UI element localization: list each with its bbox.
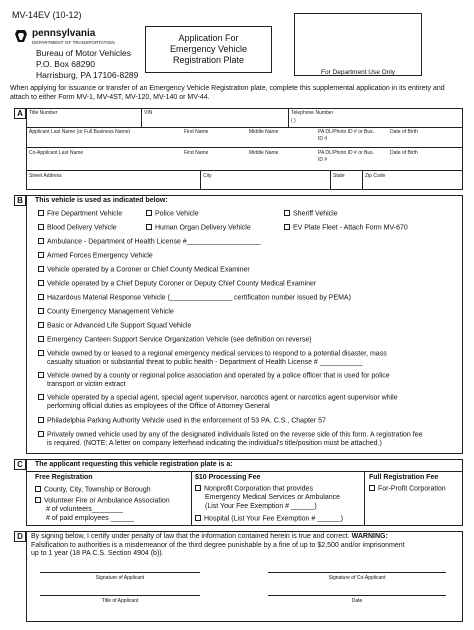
intro-text: When applying for issuance or transfer of an Emergency Vehicle Registration plate, complete this supplemental application in its entirety and attach to either Form MV-1, MV-4ST, MV-120, MV-140 or MV-44. — [10, 85, 445, 101]
county-city-option[interactable] — [35, 486, 151, 495]
signature-of-co-applicant-label: Signature of Co-Applicant — [328, 575, 386, 581]
section-d-letter: D — [14, 531, 26, 542]
option-label: Vehicle operated by a special agent, special agent supervisor, narcotics agent or narcotics agent supervisor while — [47, 394, 398, 402]
volunteer-option[interactable] — [35, 497, 170, 506]
nonprofit-fee-exemption-field[interactable]: (List Your Fee Exemption # ______) — [205, 503, 317, 510]
street-address-field[interactable]: Street Address — [29, 173, 62, 179]
hazmat-option[interactable] — [38, 294, 351, 303]
checkbox[interactable] — [38, 238, 44, 244]
checkbox[interactable] — [146, 224, 152, 230]
checkbox[interactable] — [195, 485, 201, 491]
special-agent-line-2: performing official duties as employees of the Office of Attorney General — [47, 403, 270, 410]
option-label: Blood Delivery Vehicle — [47, 224, 117, 232]
coroner-option[interactable] — [38, 266, 250, 275]
option-label: Privately owned vehicle used by any of the designated individuals listed on the reverse side of this form. A registration fee — [47, 431, 423, 439]
keystone-logo-icon — [14, 29, 28, 43]
full-fee-heading: Full Registration Fee — [369, 474, 439, 481]
option-label: County Emergency Management Vehicle — [47, 308, 174, 316]
checkbox[interactable] — [35, 486, 41, 492]
regional-ems-option[interactable] — [38, 350, 387, 359]
ev-plate-option[interactable] — [284, 224, 408, 233]
divider — [200, 170, 201, 190]
paid-employees-field[interactable]: # of paid employees ______ — [46, 515, 134, 522]
divider — [141, 108, 142, 127]
telephone-paren: ( ) — [291, 118, 296, 124]
applicant-dl-field[interactable]: PA DL/Photo ID # or Bus. ID # — [318, 129, 375, 142]
applicant-last-name-field[interactable]: Applicant Last Name (or Full Business Name) — [29, 129, 131, 135]
city-zip: Harrisburg, PA 17106-8289 — [36, 70, 139, 80]
divider — [288, 108, 289, 127]
fire-dept-option[interactable] — [38, 210, 122, 219]
checkbox[interactable] — [369, 485, 375, 491]
state-name: pennsylvania — [32, 28, 96, 39]
department-use-label: For Department Use Only — [320, 69, 396, 76]
checkbox[interactable] — [38, 372, 44, 378]
checkbox[interactable] — [35, 497, 41, 503]
sheriff-option[interactable] — [284, 210, 338, 219]
city-field[interactable]: City — [203, 173, 212, 179]
checkbox[interactable] — [38, 210, 44, 216]
ambulance-option[interactable] — [38, 238, 261, 247]
checkbox[interactable] — [284, 210, 290, 216]
checkbox[interactable] — [38, 322, 44, 328]
form-title — [145, 26, 272, 73]
divider — [26, 127, 463, 128]
co-applicant-signature-line[interactable] — [268, 572, 446, 573]
co-applicant-dl-field[interactable]: PA DL/Photo ID # or Bus. ID # — [318, 150, 375, 163]
option-label: Nonprofit Corporation that provides — [204, 485, 313, 493]
for-profit-option[interactable] — [369, 485, 446, 494]
county-mgmt-option[interactable] — [38, 308, 174, 317]
section-c-letter: C — [14, 459, 26, 470]
option-label: Hospital (List Your Fee Exemption # ______) — [204, 515, 343, 523]
hospital-option[interactable] — [195, 515, 343, 524]
divider — [26, 147, 463, 148]
option-label: Vehicle operated by a Coroner or Chief County Medical Examiner — [47, 266, 250, 274]
option-label: Fire Department Vehicle — [47, 210, 123, 218]
option-label: Armed Forces Emergency Vehicle — [47, 252, 153, 260]
co-applicant-dob-field[interactable]: Date of Birth — [390, 150, 418, 156]
title-line[interactable] — [40, 595, 200, 596]
county-police-line-2: transport or victim extract — [47, 381, 126, 388]
divider — [191, 471, 192, 526]
applicant-first-name-field[interactable]: First Name — [184, 129, 209, 135]
nonprofit-line-2: Emergency Medical Services or Ambulance — [205, 494, 341, 501]
warning-label: WARNING: — [351, 533, 388, 540]
title-number-field[interactable]: Title Number — [29, 110, 58, 116]
checkbox[interactable] — [38, 394, 44, 400]
date-line[interactable] — [268, 595, 446, 596]
vin-field[interactable]: VIN — [144, 110, 153, 116]
checkbox[interactable] — [146, 210, 152, 216]
special-agent-option[interactable] — [38, 394, 398, 403]
regional-ems-line-2: casualty situation or substantial threat to public health - Department of Health License # ___________ — [47, 359, 363, 366]
checkbox[interactable] — [195, 515, 201, 521]
divider — [330, 170, 331, 190]
form-code: MV-14EV (10-12) — [12, 10, 82, 20]
department-use-box — [294, 13, 422, 76]
checkbox[interactable] — [38, 431, 44, 437]
free-registration-heading: Free Registration — [35, 474, 93, 481]
nonprofit-option[interactable] — [195, 485, 313, 494]
section-a-box — [26, 108, 463, 190]
signature-line[interactable] — [40, 572, 200, 573]
checkbox[interactable] — [38, 417, 44, 423]
section-b-letter: B — [14, 195, 26, 206]
section-b-heading: This vehicle is used as indicated below: — [35, 197, 168, 204]
zip-field[interactable]: Zip Code — [365, 173, 386, 179]
checkbox[interactable] — [38, 224, 44, 230]
telephone-field[interactable]: Telephone Number — [291, 110, 334, 116]
checkbox[interactable] — [284, 224, 290, 230]
co-applicant-first-name-field[interactable]: First Name — [184, 150, 209, 156]
divider — [26, 471, 463, 472]
life-support-option[interactable] — [38, 322, 191, 331]
private-vehicle-line-2: is required. (NOTE: A letter on company letterhead indicating the individual's title/position must be attached.) — [47, 440, 382, 447]
checkbox[interactable] — [38, 336, 44, 342]
county-police-option[interactable] — [38, 372, 390, 381]
option-label: Vehicle owned by or leased to a regional emergency medical services to respond to a potential disaster, mass — [47, 350, 387, 358]
armed-forces-option[interactable] — [38, 252, 153, 261]
volunteers-count-field[interactable]: # of volunteers________ — [46, 506, 124, 513]
processing-fee-heading: $10 Processing Fee — [195, 474, 261, 481]
option-label: Emergency Canteen Support Service Organization Vehicle (see definition on reverse) — [47, 336, 312, 344]
deputy-coroner-option[interactable] — [38, 280, 316, 289]
title-line-2: Emergency Vehicle — [169, 44, 248, 54]
checkbox[interactable] — [38, 294, 44, 300]
state-field[interactable]: State — [333, 173, 345, 179]
divider — [362, 170, 363, 190]
section-a-letter: A — [14, 108, 26, 119]
option-label: Hazardous Material Response Vehicle (________________ certification number issued by PEMA) — [47, 294, 351, 302]
option-label: For-Profit Corporation — [378, 485, 446, 493]
police-option[interactable] — [146, 210, 199, 219]
checkbox[interactable] — [38, 252, 44, 258]
parking-authority-option[interactable] — [38, 417, 326, 426]
private-vehicle-option[interactable] — [38, 431, 423, 440]
divider — [26, 170, 463, 171]
department-name: DEPARTMENT OF TRANSPORTATION — [32, 40, 115, 45]
certification-line-3: up to 1 year (18 PA C.S. Section 4904 (b)). — [31, 550, 164, 557]
option-label: Police Vehicle — [155, 210, 199, 218]
title-line-3: Registration Plate — [172, 55, 245, 65]
bureau-name: Bureau of Motor Vehicles — [36, 48, 131, 58]
co-applicant-middle-name-field[interactable]: Middle Name — [249, 150, 279, 156]
applicant-middle-name-field[interactable]: Middle Name — [249, 129, 279, 135]
option-label: Human Organ Delivery Vehicle — [155, 224, 251, 232]
checkbox[interactable] — [38, 308, 44, 314]
option-label: County, City, Township or Borough — [44, 486, 151, 494]
option-label: Vehicle operated by a Chief Deputy Coroner or Deputy Chief County Medical Examiner — [47, 280, 317, 288]
bureau-address — [36, 48, 138, 81]
co-applicant-last-name-field[interactable]: Co-Applicant Last Name — [29, 150, 84, 156]
checkbox[interactable] — [38, 266, 44, 272]
po-box: P.O. Box 68290 — [36, 59, 95, 69]
section-c-heading: The applicant requesting this vehicle registration plate is a: — [35, 461, 233, 468]
title-line-1: Application For — [178, 33, 239, 43]
blood-option[interactable] — [38, 224, 117, 233]
option-label: Basic or Advanced Life Support Squad Vehicle — [47, 322, 192, 330]
option-label: Volunteer Fire or Ambulance Association — [44, 497, 170, 505]
option-label: Philadelphia Parking Authority Vehicle used in the enforcement of 53 PA. C.S., Chapter 57 — [47, 417, 326, 425]
option-label: Sheriff Vehicle — [293, 210, 338, 218]
option-label: Ambulance - Department of Health License #___________________ — [47, 238, 261, 246]
certification-line-2: Falsification to authorities is a misdemeanor of the third degree punishable by a fine of up to $2,500 and/or imprisonment — [31, 541, 405, 549]
certification-text — [31, 533, 459, 559]
divider — [364, 471, 365, 526]
date-label: Date — [351, 598, 363, 604]
human-organ-option[interactable] — [146, 224, 251, 233]
canteen-option[interactable] — [38, 336, 312, 345]
signature-of-applicant-label: Signature of Applicant — [95, 575, 145, 581]
certification-line-1: By signing below, I certify under penalty of law that the information contained herein is true and correct. — [31, 533, 352, 540]
option-label: EV Plate Fleet - Attach Form MV-670 — [293, 224, 408, 232]
applicant-dob-field[interactable]: Date of Birth — [390, 129, 418, 135]
checkbox[interactable] — [38, 280, 44, 286]
checkbox[interactable] — [38, 350, 44, 356]
option-label: Vehicle owned by a county or regional police association and operated by a police officer that is used for police — [47, 372, 390, 380]
title-of-applicant-label: Title of Applicant — [101, 598, 139, 604]
